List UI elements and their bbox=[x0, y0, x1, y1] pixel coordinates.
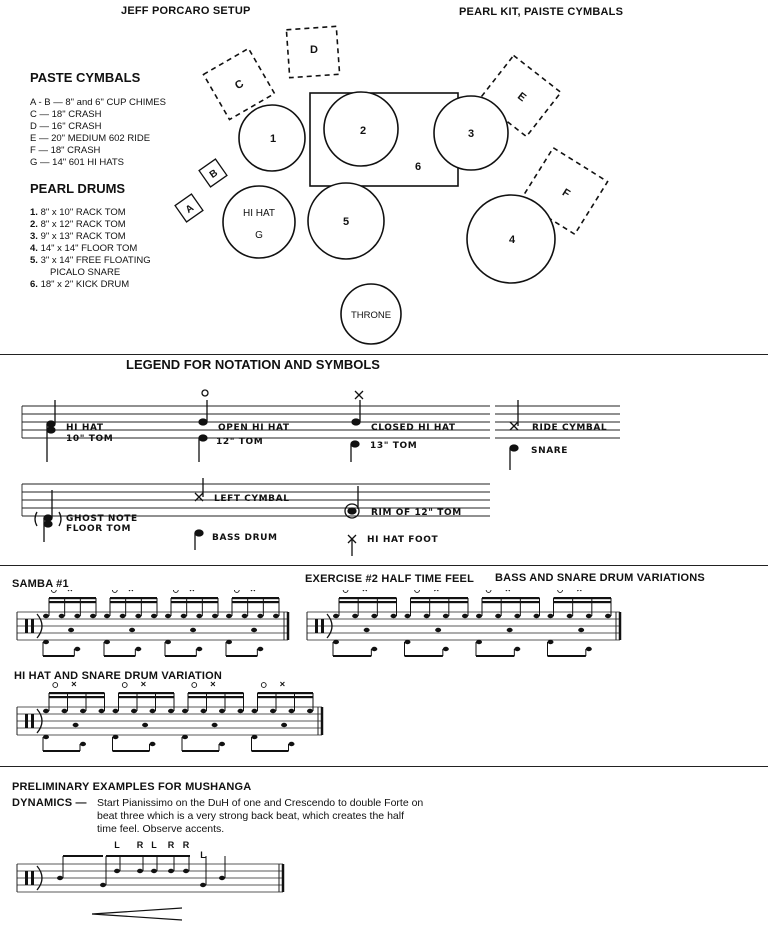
hh-snare-beam bbox=[113, 750, 150, 752]
drum-text: 9" x 13" RACK TOM bbox=[40, 231, 126, 242]
dynamics-label: DYNAMICS — bbox=[12, 797, 87, 809]
hh-snare-x-mark bbox=[211, 682, 215, 686]
samba-note bbox=[257, 647, 263, 651]
hh-snare-beam bbox=[258, 696, 314, 698]
label-hihat: HI HAT bbox=[242, 208, 276, 219]
mushanga-note bbox=[183, 869, 189, 873]
exercise-note bbox=[371, 647, 377, 651]
hh-snare-beam bbox=[182, 750, 219, 752]
legend-hh-foot: HI HAT FOOT bbox=[367, 535, 439, 545]
hi-hat-g bbox=[223, 186, 295, 258]
samba-note bbox=[74, 614, 80, 618]
exercise-x-mark bbox=[506, 590, 510, 591]
hh-snare-note bbox=[99, 709, 105, 713]
samba-note bbox=[273, 614, 279, 618]
hh-snare-note bbox=[252, 709, 258, 713]
samba-note bbox=[90, 614, 96, 618]
samba-x-mark bbox=[129, 590, 133, 591]
dynamics-line-1: Start Pianissimo on the DuH of one and Crescendo to double Forte on bbox=[97, 797, 424, 809]
hh-snare-note bbox=[281, 723, 287, 727]
hh-snare-beam bbox=[188, 692, 244, 694]
drums-heading: PEARL DRUMS bbox=[30, 181, 126, 196]
exercise-note bbox=[534, 614, 540, 618]
exercise-open-mark bbox=[415, 590, 420, 592]
cymbal-item: G — 14" 601 HI HATS bbox=[30, 157, 125, 168]
samba-note bbox=[196, 647, 202, 651]
samba-x-mark bbox=[68, 590, 72, 591]
hh-snare-beam bbox=[252, 750, 289, 752]
label-throne: THRONE bbox=[350, 310, 392, 321]
exercise-beam bbox=[554, 597, 612, 599]
exercise-beam bbox=[405, 655, 443, 657]
legend-open-hi-hat: OPEN HI HAT bbox=[218, 423, 290, 433]
samba-beam bbox=[49, 597, 96, 599]
hh-snare-note bbox=[113, 735, 119, 739]
label-1: 1 bbox=[269, 133, 277, 145]
hh-snare-beam bbox=[43, 750, 80, 752]
divider bbox=[0, 766, 768, 767]
exercise-open-mark bbox=[558, 590, 563, 592]
exercise-note bbox=[567, 614, 573, 618]
mushanga-heading: PRELIMINARY EXAMPLES FOR MUSHANGA bbox=[12, 781, 252, 793]
samba-x-mark bbox=[251, 590, 255, 591]
mushanga-note bbox=[100, 883, 106, 887]
legend-left-cymbal: LEFT CYMBAL bbox=[214, 494, 290, 504]
hh-snare-beam bbox=[188, 696, 244, 698]
exercise-beam bbox=[554, 601, 612, 603]
hh-snare-note bbox=[182, 735, 188, 739]
samba-note bbox=[226, 640, 232, 644]
exercise-note bbox=[548, 614, 554, 618]
samba-x-mark bbox=[190, 590, 194, 591]
hh-snare-note bbox=[270, 709, 276, 713]
exercise2-heading: EXERCISE #2 HALF TIME FEEL bbox=[305, 573, 475, 585]
samba-staff-clef bbox=[25, 619, 28, 633]
hh-snare-note bbox=[43, 709, 49, 713]
exercise-beam bbox=[339, 597, 397, 599]
label-d: D bbox=[310, 44, 318, 56]
drum-text: 3" x 14" FREE FLOATING bbox=[40, 255, 151, 266]
label-f: F bbox=[559, 186, 573, 201]
hh-snare-beam bbox=[49, 692, 105, 694]
exercise-staff-clef bbox=[321, 619, 324, 633]
samba-note bbox=[104, 614, 110, 618]
legend-heading: LEGEND FOR NOTATION AND SYMBOLS bbox=[126, 357, 380, 372]
samba-note bbox=[226, 614, 232, 618]
exercise-beam bbox=[411, 597, 469, 599]
exercise-note bbox=[391, 614, 397, 618]
legend-12-tom: 12" TOM bbox=[216, 437, 264, 447]
hh-snare-note bbox=[289, 742, 295, 746]
samba-beam bbox=[110, 597, 157, 599]
hh-snare-note bbox=[62, 709, 68, 713]
exercise-x-mark bbox=[577, 590, 581, 591]
samba-note bbox=[251, 628, 257, 632]
label-4: 4 bbox=[508, 234, 516, 246]
hh-snare-note bbox=[182, 709, 188, 713]
samba-note bbox=[212, 614, 218, 618]
hh-snare-note bbox=[131, 709, 137, 713]
cymbals-heading: PASTE CYMBALS bbox=[30, 70, 141, 85]
sticking-l: L bbox=[114, 840, 120, 850]
cymbal-item: C — 18" CRASH bbox=[30, 109, 102, 120]
samba-open-mark bbox=[112, 590, 117, 592]
kit-title: PEARL KIT, PAISTE CYMBALS bbox=[459, 6, 624, 18]
samba-note bbox=[165, 640, 171, 644]
exercise-beam bbox=[333, 655, 371, 657]
divider bbox=[0, 354, 768, 355]
exercise-beam bbox=[476, 655, 514, 657]
hh-snare-x-mark bbox=[280, 682, 284, 686]
exercise-note bbox=[586, 614, 592, 618]
hh-snare-x-mark bbox=[72, 682, 76, 686]
hh-snare-open-mark bbox=[53, 683, 58, 688]
hh-snare-note bbox=[43, 735, 49, 739]
exercise-beam bbox=[411, 601, 469, 603]
exercise-x-mark bbox=[363, 590, 367, 591]
samba-beam bbox=[232, 601, 279, 603]
samba-beam bbox=[171, 597, 218, 599]
samba-note bbox=[74, 647, 80, 651]
hh-snare-heading: HI HAT AND SNARE DRUM VARIATION bbox=[14, 670, 223, 682]
exercise-note bbox=[495, 614, 501, 618]
exercise-note bbox=[352, 614, 358, 618]
label-6: 6 bbox=[414, 161, 422, 173]
samba-note bbox=[196, 614, 202, 618]
legend-hi-hat: HI HAT bbox=[66, 423, 104, 433]
sticking-l: L bbox=[151, 840, 157, 850]
hh-snare-note bbox=[150, 709, 156, 713]
legend-ride: RIDE CYMBAL bbox=[532, 423, 608, 433]
hh-snare-note bbox=[219, 742, 225, 746]
exercise-note bbox=[507, 628, 513, 632]
hh-snare-beam bbox=[258, 692, 314, 694]
exercise-note bbox=[364, 628, 370, 632]
setup-title: JEFF PORCARO SETUP bbox=[121, 5, 251, 17]
exercise-note bbox=[435, 628, 441, 632]
samba-beam bbox=[232, 597, 279, 599]
exercise-beam bbox=[339, 601, 397, 603]
drum-text: 18" x 2" KICK DRUM bbox=[40, 279, 130, 290]
exercise-staff-clef bbox=[315, 619, 318, 633]
samba-beam bbox=[165, 655, 196, 657]
mushanga-note bbox=[200, 883, 206, 887]
mushanga-staff bbox=[0, 838, 320, 938]
legend-ghost-note: GHOST NOTE bbox=[66, 514, 138, 524]
mushanga-note bbox=[137, 869, 143, 873]
samba-heading: SAMBA #1 bbox=[12, 578, 69, 590]
samba-beam bbox=[110, 601, 157, 603]
samba-open-mark bbox=[234, 590, 239, 592]
drum-text: 8" x 10" RACK TOM bbox=[40, 207, 126, 218]
divider bbox=[0, 565, 768, 566]
samba-note bbox=[242, 614, 248, 618]
label-c: C bbox=[233, 77, 246, 93]
samba-beam bbox=[49, 601, 96, 603]
samba-note bbox=[135, 614, 141, 618]
legend-staff bbox=[0, 378, 768, 556]
sticking-r: R bbox=[136, 840, 144, 850]
cymbal-item: F — 18" CRASH bbox=[30, 145, 101, 156]
hh-snare-beam bbox=[119, 696, 175, 698]
mushanga-clef bbox=[31, 871, 34, 885]
samba-note bbox=[43, 640, 49, 644]
exercise-x-mark bbox=[434, 590, 438, 591]
hh-snare-note bbox=[150, 742, 156, 746]
hh-snare-note bbox=[80, 709, 86, 713]
exercise-note bbox=[333, 640, 339, 644]
exercise-note bbox=[514, 614, 520, 618]
exercise-beam bbox=[482, 601, 540, 603]
samba-beam bbox=[104, 655, 135, 657]
samba-note bbox=[165, 614, 171, 618]
exercise-note bbox=[514, 647, 520, 651]
hh-snare-beam bbox=[49, 696, 105, 698]
mushanga-note bbox=[219, 876, 225, 880]
exercise-note bbox=[578, 628, 584, 632]
hh-snare-note bbox=[80, 742, 86, 746]
hh-snare-beam bbox=[119, 692, 175, 694]
drum-num: 3. bbox=[30, 231, 38, 242]
mushanga-clef bbox=[25, 871, 28, 885]
exercise-note bbox=[405, 614, 411, 618]
hh-snare-staff-clef bbox=[25, 714, 28, 728]
hh-snare-note bbox=[113, 709, 119, 713]
legend-snare: SNARE bbox=[531, 446, 569, 456]
drum-num: 5. bbox=[30, 255, 38, 266]
samba-beam bbox=[226, 655, 257, 657]
exercise-note bbox=[443, 614, 449, 618]
exercise-open-mark bbox=[486, 590, 491, 592]
bass-snare-heading: BASS AND SNARE DRUM VARIATIONS bbox=[495, 572, 705, 584]
legend-bass-drum: BASS DRUM bbox=[212, 533, 278, 543]
label-e: E bbox=[514, 90, 529, 105]
sticking-l: L bbox=[200, 850, 206, 860]
legend-10-tom: 10" TOM bbox=[66, 434, 114, 444]
legend-13-tom: 13" TOM bbox=[370, 441, 418, 451]
hh-snare-open-mark bbox=[192, 683, 197, 688]
exercise-note bbox=[605, 614, 611, 618]
label-a: A bbox=[183, 202, 196, 216]
hh-snare-open-mark bbox=[122, 683, 127, 688]
drum-num: 6. bbox=[30, 279, 38, 290]
samba-note bbox=[129, 628, 135, 632]
samba-open-mark bbox=[173, 590, 178, 592]
label-b: B bbox=[207, 167, 220, 181]
mushanga-note bbox=[151, 869, 157, 873]
legend-floor-tom: FLOOR TOM bbox=[66, 524, 132, 534]
drum-num: 2. bbox=[30, 219, 38, 230]
mushanga-note bbox=[168, 869, 174, 873]
mushanga-beam bbox=[63, 855, 103, 857]
exercise-beam bbox=[482, 597, 540, 599]
samba-note bbox=[190, 628, 196, 632]
mushanga-note bbox=[114, 869, 120, 873]
cymbal-item: E — 20" MEDIUM 602 RIDE bbox=[30, 133, 151, 144]
hh-snare-note bbox=[219, 709, 225, 713]
samba-note bbox=[181, 614, 187, 618]
drum-text: 8" x 12" RACK TOM bbox=[40, 219, 126, 230]
exercise-note bbox=[548, 640, 554, 644]
notation-examples bbox=[0, 590, 768, 760]
hh-snare-note bbox=[168, 709, 174, 713]
dynamics-line-3: time feel. Observe accents. bbox=[97, 823, 225, 835]
samba-note bbox=[104, 640, 110, 644]
samba-beam bbox=[171, 601, 218, 603]
dynamics-line-2: beat three which is a very strong back beat, which creates the half bbox=[97, 810, 404, 822]
kit-diagram bbox=[0, 0, 768, 350]
mushanga-beam bbox=[106, 855, 190, 857]
hh-snare-note bbox=[307, 709, 313, 713]
hh-snare-note bbox=[252, 735, 258, 739]
samba-note bbox=[68, 628, 74, 632]
samba-beam bbox=[43, 655, 74, 657]
hh-snare-x-mark bbox=[141, 682, 145, 686]
hh-snare-note bbox=[73, 723, 79, 727]
samba-note bbox=[135, 647, 141, 651]
samba-note bbox=[120, 614, 126, 618]
exercise-note bbox=[443, 647, 449, 651]
exercise-note bbox=[405, 640, 411, 644]
drum-num: 4. bbox=[30, 243, 38, 254]
hh-snare-note bbox=[142, 723, 148, 727]
crescendo-hairpin bbox=[92, 908, 182, 920]
mushanga-note bbox=[57, 876, 63, 880]
label-5: 5 bbox=[342, 216, 350, 228]
cymbal-item: D — 16" CRASH bbox=[30, 121, 102, 132]
exercise-note bbox=[371, 614, 377, 618]
label-3: 3 bbox=[467, 128, 475, 140]
cymbal-item: A - B — 8" and 6" CUP CHIMES bbox=[30, 97, 166, 108]
hh-snare-open-mark bbox=[261, 683, 266, 688]
exercise-note bbox=[462, 614, 468, 618]
legend-closed-hi-hat: CLOSED HI HAT bbox=[371, 423, 456, 433]
samba-note bbox=[43, 614, 49, 618]
hh-snare-staff-clef bbox=[31, 714, 34, 728]
label-2: 2 bbox=[359, 125, 367, 137]
exercise-note bbox=[586, 647, 592, 651]
exercise-open-mark bbox=[343, 590, 348, 592]
hh-snare-note bbox=[201, 709, 207, 713]
samba-open-mark bbox=[51, 590, 56, 592]
samba-note bbox=[257, 614, 263, 618]
samba-staff-clef bbox=[31, 619, 34, 633]
exercise-note bbox=[476, 614, 482, 618]
exercise-note bbox=[424, 614, 430, 618]
exercise-note bbox=[476, 640, 482, 644]
samba-note bbox=[151, 614, 157, 618]
legend-rim: RIM OF 12" TOM bbox=[371, 508, 462, 518]
sticking-r: R bbox=[182, 840, 190, 850]
drum-text: 14" x 14" FLOOR TOM bbox=[40, 243, 138, 254]
hh-snare-note bbox=[289, 709, 295, 713]
exercise-beam bbox=[548, 655, 586, 657]
samba-note bbox=[59, 614, 65, 618]
drum-num: 1. bbox=[30, 207, 38, 218]
label-g: G bbox=[255, 230, 263, 241]
hh-snare-note bbox=[238, 709, 244, 713]
hh-snare-note bbox=[212, 723, 218, 727]
exercise-note bbox=[333, 614, 339, 618]
sticking-r: R bbox=[167, 840, 175, 850]
drum-text: PICALO SNARE bbox=[50, 267, 121, 278]
